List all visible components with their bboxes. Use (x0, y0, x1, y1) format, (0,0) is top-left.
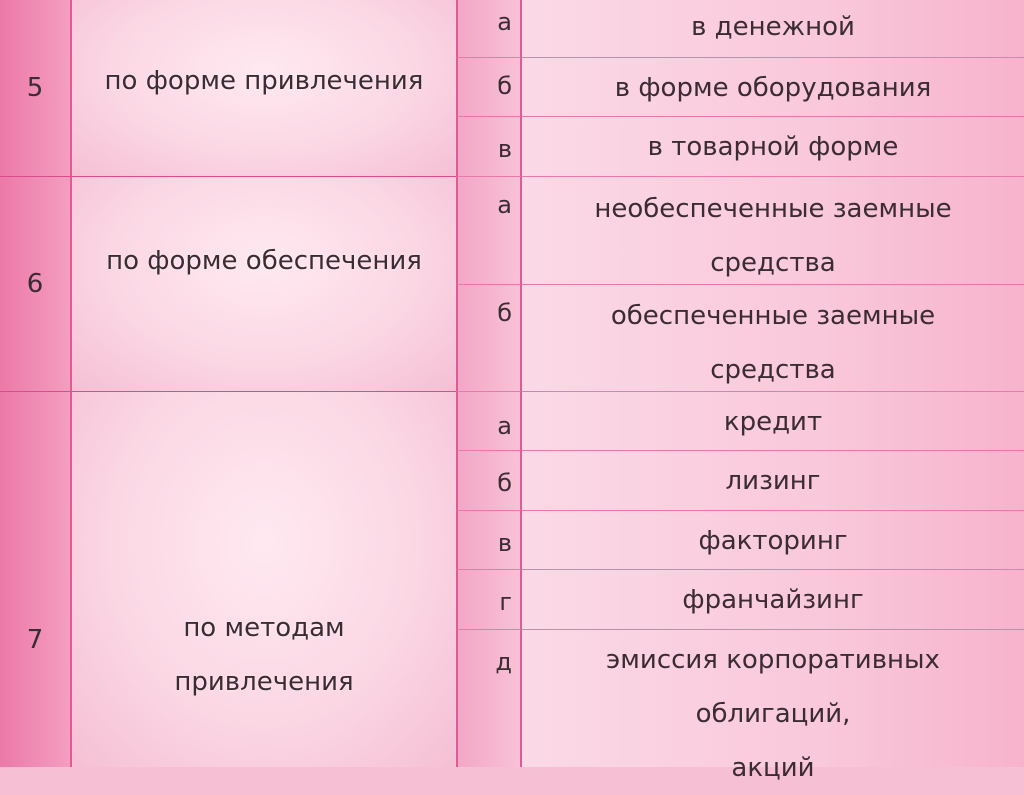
row-value: кредит (723, 407, 823, 437)
group-7-row-a-value (520, 392, 1024, 451)
group-5-row-b-letter (456, 58, 520, 117)
group-6-row-b-value (520, 285, 1024, 392)
row-value: необеспеченные заемные средства (594, 194, 952, 278)
group-7-row-c-value (520, 511, 1024, 570)
group-7-row-b-value (520, 451, 1024, 511)
group-7-row-d-letter (456, 570, 520, 630)
group-5-number (0, 0, 70, 177)
group-6-row-b-letter (456, 285, 520, 392)
group-5-row-a-value (520, 0, 1024, 58)
criterion-text: по форме обеспечения (106, 246, 422, 276)
row-letter: в (497, 135, 512, 163)
row-letter: б (497, 299, 512, 327)
group-7-row-e-value (520, 630, 1024, 783)
group-7-criterion (70, 392, 456, 767)
row-value: факторинг (698, 526, 848, 556)
group-5-row-c-value (520, 117, 1024, 177)
group-7-row-d-value (520, 570, 1024, 630)
row-letter: а (497, 412, 512, 440)
group-6-row-a-value (520, 177, 1024, 285)
group-7-row-a-letter (456, 392, 520, 451)
row-value: эмиссия корпоративных облигаций, акций (606, 645, 940, 783)
group-6-row-a-letter (456, 177, 520, 285)
group-5-row-c-letter (456, 117, 520, 177)
group-7-number (0, 392, 70, 767)
group-number-text: 7 (26, 624, 44, 655)
row-letter: б (497, 469, 512, 497)
row-value: в товарной форме (647, 132, 899, 162)
group-number-text: 6 (26, 269, 44, 299)
row-letter: а (497, 8, 512, 36)
row-letter: г (499, 588, 512, 616)
row-letter: в (497, 529, 512, 557)
group-7-row-b-letter (456, 451, 520, 511)
group-7-row-c-letter (456, 511, 520, 570)
row-value: в денежной (691, 12, 855, 42)
group-5-row-a-letter (456, 0, 520, 58)
row-letter: б (497, 72, 512, 100)
criterion-text: по методам привлечения (174, 612, 354, 697)
group-5-row-b-value (520, 58, 1024, 117)
row-value: в форме оборудования (614, 73, 932, 103)
row-value: лизинг (725, 466, 821, 496)
row-letter: а (497, 191, 512, 219)
criterion-text: по форме привлечения (104, 66, 424, 96)
group-5-criterion (70, 0, 456, 177)
row-value: обеспеченные заемные средства (610, 301, 936, 385)
row-value: франчайзинг (682, 585, 864, 615)
group-7-row-e-letter (456, 630, 520, 767)
row-letter: д (495, 648, 512, 676)
group-number-text: 5 (26, 73, 44, 103)
group-6-number (0, 177, 70, 392)
group-6-criterion (70, 177, 456, 392)
